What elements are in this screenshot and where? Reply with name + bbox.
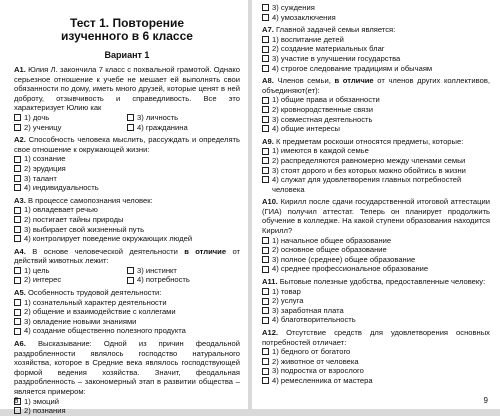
option-label: 1) воспитание детей	[272, 34, 344, 44]
option-label: 3) личность	[137, 112, 179, 122]
option-label: 1) имеются в каждой семье	[272, 146, 369, 156]
option[interactable]	[14, 215, 240, 225]
checkbox[interactable]	[262, 125, 269, 132]
question-a6-continued	[262, 3, 490, 22]
question-number: А2.	[14, 135, 26, 145]
option[interactable]	[14, 317, 240, 327]
option[interactable]	[262, 64, 490, 74]
option[interactable]	[14, 266, 127, 276]
option-label: 1) начальное общее образование	[272, 235, 392, 245]
option-label: 4) гражданина	[137, 122, 188, 132]
test-title	[14, 17, 240, 43]
checkbox[interactable]	[262, 348, 269, 355]
option-label: 3) инстинкт	[137, 265, 177, 275]
question-number: А6.	[14, 339, 26, 349]
option[interactable]	[14, 205, 240, 215]
question-text: от членов других коллективов, объединяют(ет):	[262, 76, 490, 95]
option[interactable]	[262, 245, 490, 255]
emphasis-text: в отличие	[334, 76, 374, 86]
question-text: Юлия Л. закончила 7 класс с похвальной грамотой. Однако серьезное отношение к учебе не мешает ей выполнять свои обязанности по дому, иметь много друзей, которые ценят в ней доброту, отзывчивость и справедливость. Все это характеризует Юлию как	[14, 65, 240, 113]
question-number: А4.	[14, 246, 26, 256]
checkbox[interactable]	[262, 116, 269, 123]
option-label: 2) ученицу	[24, 122, 62, 132]
option-label: 4) индивидуальность	[24, 183, 99, 193]
option-label: 1) общие права и обязанности	[272, 95, 380, 105]
option-label: 4) благотворительность	[272, 315, 356, 325]
checkbox[interactable]	[262, 148, 269, 155]
checkbox[interactable]	[262, 46, 269, 53]
option-label: 2) эрудиция	[24, 163, 66, 173]
option-label: 3) подростка от взрослого	[272, 366, 364, 376]
checkbox[interactable]	[262, 288, 269, 295]
option[interactable]	[262, 347, 490, 357]
option-label: 3) талант	[24, 173, 57, 183]
right-page	[252, 0, 500, 409]
option[interactable]	[262, 236, 490, 246]
checkbox[interactable]	[14, 184, 21, 191]
page-number: 9	[483, 396, 488, 405]
option[interactable]	[262, 95, 490, 105]
option[interactable]	[14, 154, 240, 164]
option[interactable]	[262, 105, 490, 115]
checkbox[interactable]	[262, 266, 269, 273]
checkbox[interactable]	[262, 237, 269, 244]
option-label: 4) умозаключения	[272, 12, 336, 22]
checkbox[interactable]	[14, 277, 21, 284]
option[interactable]	[262, 44, 490, 54]
option[interactable]	[262, 146, 490, 156]
option-label: 1) овладевает речью	[24, 205, 98, 215]
left-page	[0, 0, 248, 416]
option[interactable]	[262, 124, 490, 134]
checkbox[interactable]	[14, 175, 21, 182]
question-number: А11.	[262, 277, 278, 287]
option[interactable]	[14, 225, 240, 235]
checkbox[interactable]	[262, 298, 269, 305]
question-text: Бытовые полезные удобства, предоставленные человеку:	[279, 277, 486, 287]
option-label: 2) общение и взаимодействие с коллегами	[24, 307, 176, 317]
option-label: 2) распределяются равномерно между членами семьи	[272, 155, 466, 165]
question-text: В основе человеческой деятельности	[32, 246, 178, 256]
option[interactable]	[262, 13, 490, 23]
option[interactable]	[14, 174, 240, 184]
option[interactable]	[127, 123, 240, 133]
option[interactable]	[262, 166, 490, 176]
option-label: 3) совместная деятельность	[272, 114, 373, 124]
checkbox[interactable]	[14, 216, 21, 223]
checkbox[interactable]	[262, 55, 269, 62]
option-label: 4) общие интересы	[272, 124, 341, 134]
checkbox[interactable]	[262, 317, 269, 324]
option[interactable]	[262, 366, 490, 376]
option[interactable]	[262, 156, 490, 166]
test-title-line2: изученного в 6 классе	[61, 29, 193, 43]
question-a8	[262, 76, 490, 134]
option[interactable]	[127, 113, 240, 123]
question-text: от действий животных лежит:	[14, 246, 240, 266]
option[interactable]	[14, 164, 240, 174]
option-label: 1) эмоций	[24, 396, 60, 406]
option-label: 4) среднее профессиональное образование	[272, 264, 429, 274]
option[interactable]	[14, 406, 240, 416]
option[interactable]	[14, 123, 127, 133]
checkbox[interactable]	[262, 307, 269, 314]
option[interactable]	[262, 264, 490, 274]
question-text: Главной задачей семьи является:	[275, 25, 396, 35]
option[interactable]	[14, 275, 127, 285]
question-a1	[14, 65, 240, 132]
option-label: 4) ремесленника от мастера	[272, 375, 373, 385]
variant-heading: Вариант 1	[104, 50, 150, 60]
checkbox[interactable]	[14, 235, 21, 242]
option-label: 1) сознание	[24, 154, 66, 164]
option-label: 4) строгое следование традициям и обычаям	[272, 63, 433, 73]
option-label: 3) заработная плата	[272, 305, 344, 315]
question-number: А1.	[14, 65, 26, 74]
question-a7	[262, 25, 490, 73]
option[interactable]	[262, 296, 490, 306]
option[interactable]	[14, 298, 240, 308]
option[interactable]	[127, 275, 240, 285]
checkbox[interactable]	[262, 106, 269, 113]
checkbox[interactable]	[262, 358, 269, 365]
option[interactable]	[262, 357, 490, 367]
option-label: 2) интерес	[24, 275, 62, 285]
option-label: 2) создание материальных благ	[272, 44, 385, 54]
option[interactable]	[262, 306, 490, 316]
option[interactable]	[262, 3, 490, 13]
option-label: 2) основное общее образование	[272, 245, 387, 255]
question-text: Членов семьи,	[277, 76, 331, 86]
checkbox[interactable]	[127, 124, 134, 131]
option[interactable]	[262, 315, 490, 325]
question-text: Особенность трудовой деятельности:	[27, 288, 162, 298]
option-label: 4) служат для удовлетворения главных потребностей человека	[272, 175, 462, 194]
checkbox[interactable]	[262, 176, 269, 183]
option[interactable]	[262, 376, 490, 386]
checkbox[interactable]	[262, 256, 269, 263]
question-number: А12.	[262, 328, 279, 337]
checkbox[interactable]	[262, 4, 269, 11]
option[interactable]	[14, 183, 240, 193]
option-label: 1) цель	[24, 265, 50, 275]
question-a9	[262, 137, 490, 195]
option[interactable]	[14, 307, 240, 317]
question-number: А10.	[262, 197, 279, 207]
question-a10	[262, 197, 490, 274]
checkbox[interactable]	[14, 124, 21, 131]
option-label: 2) животное от человека	[272, 356, 359, 366]
option-label: 3) суждения	[272, 3, 315, 12]
option-label: 1) бедного от богатого	[272, 347, 351, 357]
option-label: 3) полное (среднее) общее образование	[272, 254, 416, 264]
checkbox[interactable]	[262, 65, 269, 72]
option-label: 3) выбирает свой жизненный путь	[24, 224, 145, 234]
option-label: 3) овладение новыми знаниями	[24, 316, 137, 326]
checkbox[interactable]	[262, 14, 269, 21]
checkbox[interactable]	[14, 299, 21, 306]
option-label: 2) постигает тайны природы	[24, 214, 124, 224]
checkbox[interactable]	[14, 328, 21, 335]
question-a2	[14, 135, 240, 193]
option[interactable]	[14, 234, 240, 244]
checkbox[interactable]	[127, 114, 134, 121]
checkbox[interactable]	[14, 226, 21, 233]
checkbox[interactable]	[14, 407, 21, 414]
question-a6	[14, 339, 240, 416]
question-number: А7.	[262, 25, 274, 35]
checkbox[interactable]	[262, 368, 269, 375]
option[interactable]	[262, 175, 490, 194]
test-title-line1: Тест 1. Повторение	[70, 16, 184, 30]
checkbox[interactable]	[14, 309, 21, 316]
option-label: 1) товар	[272, 286, 301, 296]
checkbox[interactable]	[14, 165, 21, 172]
checkbox[interactable]	[14, 114, 21, 121]
question-a11	[262, 277, 490, 325]
question-text: Способность человека мыслить, рассуждать и определять свое отношение к окружающей жизни:	[14, 135, 240, 154]
checkbox[interactable]	[14, 156, 21, 163]
question-number: А9.	[262, 136, 274, 146]
option[interactable]	[262, 54, 490, 64]
emphasis-text: в отличие	[184, 246, 227, 256]
option-label: 2) кровнородственные связи	[272, 104, 373, 114]
option[interactable]	[262, 115, 490, 125]
checkbox[interactable]	[262, 97, 269, 104]
question-text: Кирилл после сдачи государственной итоговой аттестации (ГИА) получил аттестат. Теперь он планирует продолжить обучение в колледже. На какой ступени образования находится Кирилл?	[262, 197, 490, 236]
option-label: 2) познания	[24, 406, 66, 416]
checkbox[interactable]	[14, 318, 21, 325]
question-text: Отсутствие средств для удовлетворения основных потребностей отличает:	[262, 328, 490, 347]
question-a12	[262, 328, 490, 386]
question-number: А3.	[14, 195, 26, 205]
option[interactable]	[14, 326, 240, 336]
option-label: 3) стоят дорого и без которых можно обойтись в жизни	[272, 165, 466, 175]
question-number: А8.	[262, 76, 274, 86]
question-a5	[14, 288, 240, 336]
checkbox[interactable]	[262, 377, 269, 384]
question-a3	[14, 196, 240, 244]
option[interactable]	[262, 35, 490, 45]
option-label: 2) услуга	[272, 296, 304, 306]
checkbox[interactable]	[14, 207, 21, 214]
option-label: 1) дочь	[24, 112, 50, 122]
checkbox[interactable]	[14, 267, 21, 274]
option-label: 1) сознательный характер деятельности	[24, 297, 167, 307]
option-label: 4) потребность	[137, 275, 190, 285]
checkbox[interactable]	[262, 167, 269, 174]
option[interactable]	[14, 113, 127, 123]
option-label: 4) контролирует поведение окружающих людей	[24, 234, 193, 244]
page-number: 8	[14, 396, 19, 405]
option[interactable]	[127, 266, 240, 276]
question-text: В процессе самопознания человек:	[27, 195, 153, 205]
checkbox[interactable]	[262, 247, 269, 254]
checkbox[interactable]	[127, 267, 134, 274]
option[interactable]	[262, 255, 490, 265]
question-number: А5.	[14, 288, 26, 298]
question-a4	[14, 247, 240, 285]
checkbox[interactable]	[262, 157, 269, 164]
option[interactable]	[262, 287, 490, 297]
checkbox[interactable]	[127, 277, 134, 284]
question-text: Высказывание: Одной из причин феодальной раздробленности являлось господство натурального хозяйства, которое в Средние века являлось господствующей формой ведения хозяйства. Значит, феодальная раздробленность – закономерный этап в развитии общества – является примером:	[14, 339, 240, 396]
option-label: 3) участие в улучшении государства	[272, 53, 401, 63]
option-label: 4) создание общественно полезного продукта	[24, 326, 186, 336]
option[interactable]	[14, 397, 240, 407]
checkbox[interactable]	[262, 36, 269, 43]
question-text: К предметам роскоши относятся предметы, которые:	[275, 136, 464, 146]
